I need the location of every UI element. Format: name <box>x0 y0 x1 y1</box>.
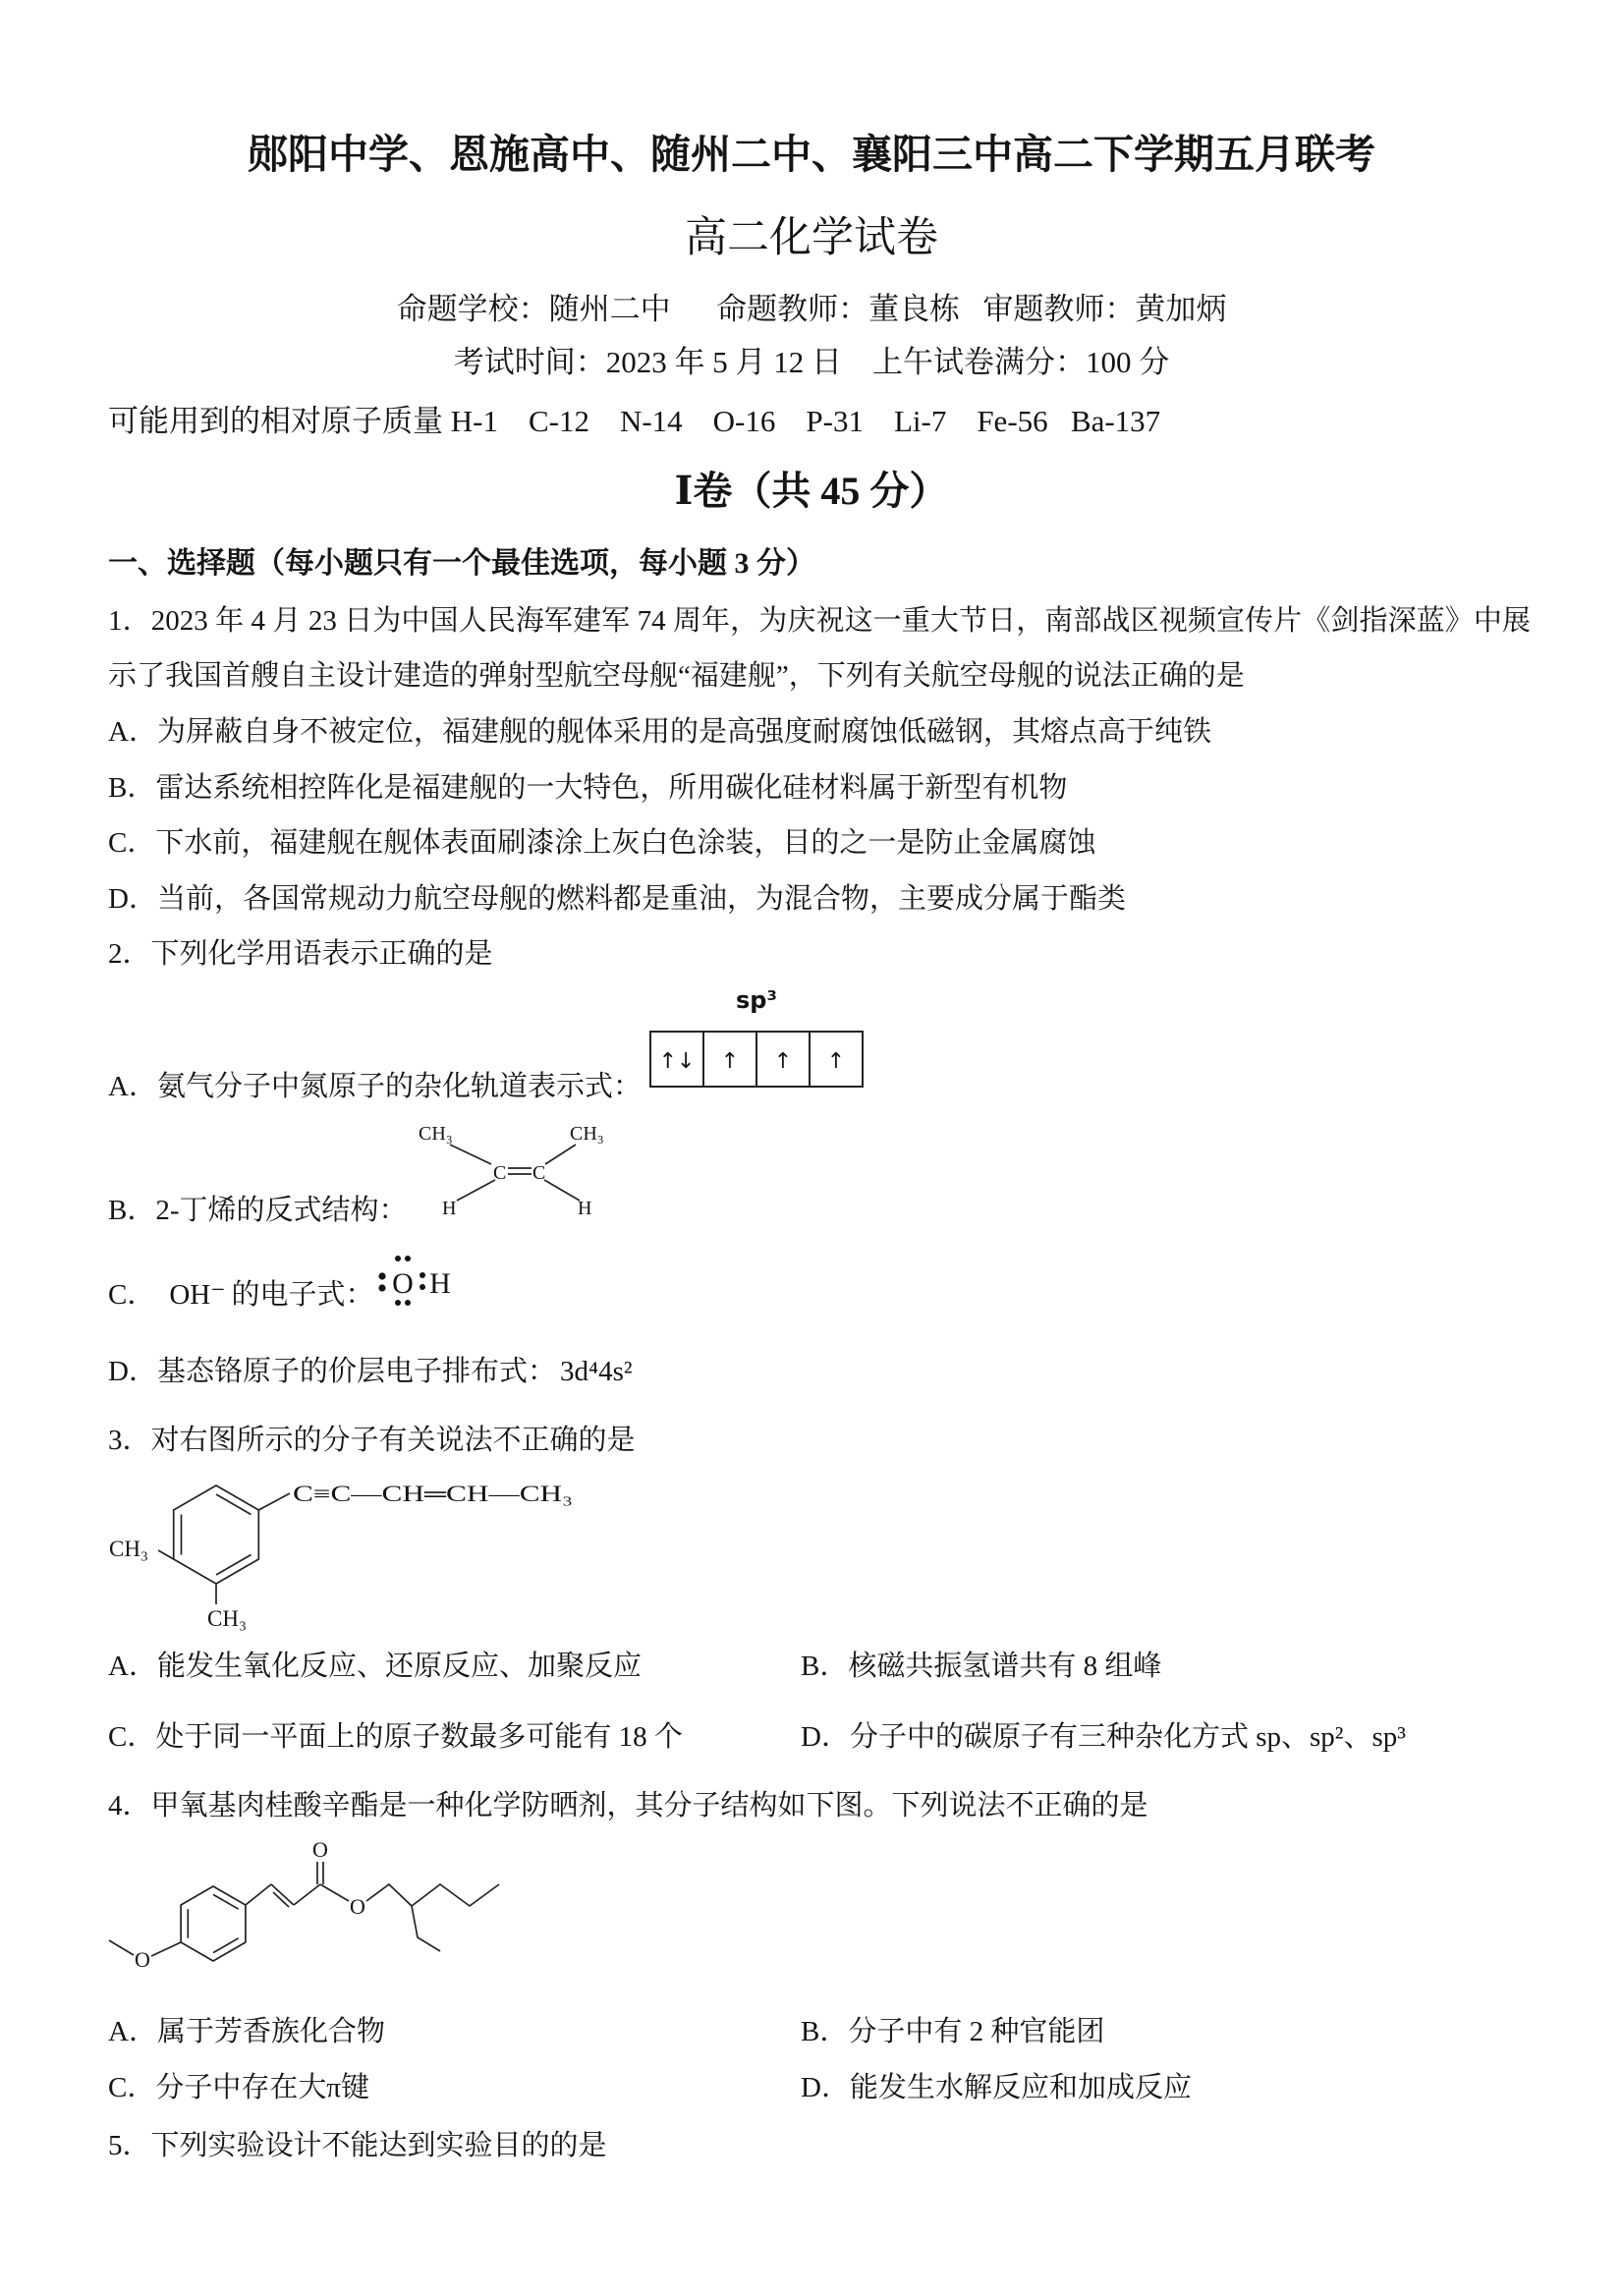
q4-option-a: A．属于芳香族化合物 <box>108 2016 385 2047</box>
q4-ester-oxygen-label: O <box>350 1894 365 1919</box>
butene-bond-lines <box>450 1145 580 1201</box>
q2-option-a: A．氨气分子中氮原子的杂化轨道表示式： <box>108 1071 642 1102</box>
chromium-electron-config: 3d⁴4s² <box>559 1356 633 1387</box>
butene-h-left-label: H <box>442 1198 457 1219</box>
setters-line: 命题学校：随州二中 命题教师：董良栋 审题教师：黄加炳 <box>396 292 1227 326</box>
q1-option-a: A．为屏蔽自身不被定位，福建舰的舰体采用的是高强度耐腐蚀低磁钢，其熔点高于纯铁 <box>108 716 1211 748</box>
q4-stem: 4．甲氧基肉桂酸辛酯是一种化学防晒剂，其分子结构如下图。下列说法不正确的是 <box>108 1790 1148 1821</box>
orbital-electrons-2: ↑ <box>720 1049 740 1074</box>
butene-c-left-label: C <box>493 1162 507 1184</box>
exam-info-line: 考试时间：2023 年 5 月 12 日 上午试卷满分：100 分 <box>453 345 1170 379</box>
q4-option-d: D．能发生水解反应和加成反应 <box>801 2072 1192 2103</box>
butene-h-right-label: H <box>578 1198 592 1219</box>
hydroxide-electron-dot-structure <box>371 1250 462 1309</box>
q1-stem-line1: 1．2023 年 4 月 23 日为中国人民海军建军 74 周年，为庆祝这一重大节日，南部战区视频宣传片《剑指深蓝》中展 <box>108 605 1531 637</box>
q4-option-b: B．分子中有 2 种官能团 <box>801 2016 1105 2047</box>
q1-option-c: C．下水前，福建舰在舰体表面刷漆涂上灰白色涂装，目的之一是防止金属腐蚀 <box>108 827 1096 859</box>
q4-bond-lines <box>109 1862 499 1961</box>
dot-oxygen-symbol: O <box>392 1267 414 1300</box>
butene-c-right-label: C <box>532 1162 546 1184</box>
part-heading: Ⅰ卷（共 45 分） <box>674 469 949 513</box>
hydroxide-formula: OH⁻ <box>169 1279 226 1311</box>
q1-option-b: B．雷达系统相控阵化是福建舰的一大特色，所用碳化硅材料属于新型有机物 <box>108 772 1068 804</box>
butene-ch3-left-label: CH₃ <box>419 1123 453 1145</box>
dot-hydrogen-symbol: H <box>429 1267 451 1300</box>
atomic-masses-line: 可能用到的相对原子质量 H-1 C-12 N-14 O-16 P-31 Li-7 Fe-56 Ba-137 <box>108 404 1161 438</box>
q2-option-c-prefix: C． <box>108 1279 156 1311</box>
orbital-electrons-3: ↑ <box>773 1049 793 1074</box>
q2-option-b: B．2-丁烯的反式结构： <box>108 1195 408 1226</box>
butene-ch3-right-label: CH₃ <box>570 1123 604 1145</box>
q3-option-d: D．分子中的碳原子有三种杂化方式 sp、sp²、sp³ <box>801 1721 1406 1753</box>
section-heading: 一、选择题（每小题只有一个最佳选项，每小题 3 分） <box>108 547 815 580</box>
q2-stem: 2．下列化学用语表示正确的是 <box>108 938 493 970</box>
orbital-hybrid-label: sp³ <box>736 986 777 1014</box>
q2-option-c-text: 的电子式： <box>231 1279 374 1311</box>
q3-option-b: B．核磁共振氢谱共有 8 组峰 <box>801 1651 1162 1682</box>
orbital-box-diagram <box>648 1030 867 1091</box>
q3-option-a: A．能发生氧化反应、还原反应、加聚反应 <box>108 1651 642 1682</box>
q3-ch3-bottom-label: CH₃ <box>207 1606 247 1631</box>
q2-option-d-text: D．基态铬原子的价层电子排布式： <box>108 1356 556 1387</box>
q4-methoxy-oxygen-label: O <box>135 1947 150 1972</box>
q1-option-d: D．当前，各国常规动力航空母舰的燃料都是重油，为混合物，主要成分属于酯类 <box>108 883 1126 915</box>
q4-carbonyl-oxygen-label: O <box>312 1837 328 1862</box>
orbital-electrons-4: ↑ <box>826 1049 846 1074</box>
exam-subtitle: 高二化学试卷 <box>685 215 938 261</box>
q3-option-c: C．处于同一平面上的原子数最多可能有 18 个 <box>108 1721 683 1753</box>
q3-ch3-left-label: CH₃ <box>109 1537 148 1561</box>
exam-title: 郧阳中学、恩施高中、随州二中、襄阳三中高二下学期五月联考 <box>248 132 1375 177</box>
q3-chain-label: C≡C—CH═CH—CH₃ <box>293 1482 573 1506</box>
q3-molecule-structure <box>103 1462 585 1634</box>
q4-molecule-structure <box>103 1835 516 1978</box>
orbital-electrons-1: ↑↓ <box>658 1049 696 1074</box>
q1-stem-line2: 示了我国首艘自主设计建造的弹射型航空母舰“福建舰”，下列有关航空母舰的说法正确的是 <box>108 660 1245 692</box>
q5-stem: 5．下列实验设计不能达到实验目的的是 <box>108 2130 607 2161</box>
trans-2-butene-structure <box>413 1118 624 1221</box>
q4-option-c: C．分子中存在大π键 <box>108 2072 369 2103</box>
q3-stem: 3．对右图所示的分子有关说法不正确的是 <box>108 1425 636 1456</box>
q2-option-c <box>108 1277 374 1313</box>
q2-option-d <box>108 1354 633 1389</box>
q3-bond-lines <box>158 1485 290 1604</box>
